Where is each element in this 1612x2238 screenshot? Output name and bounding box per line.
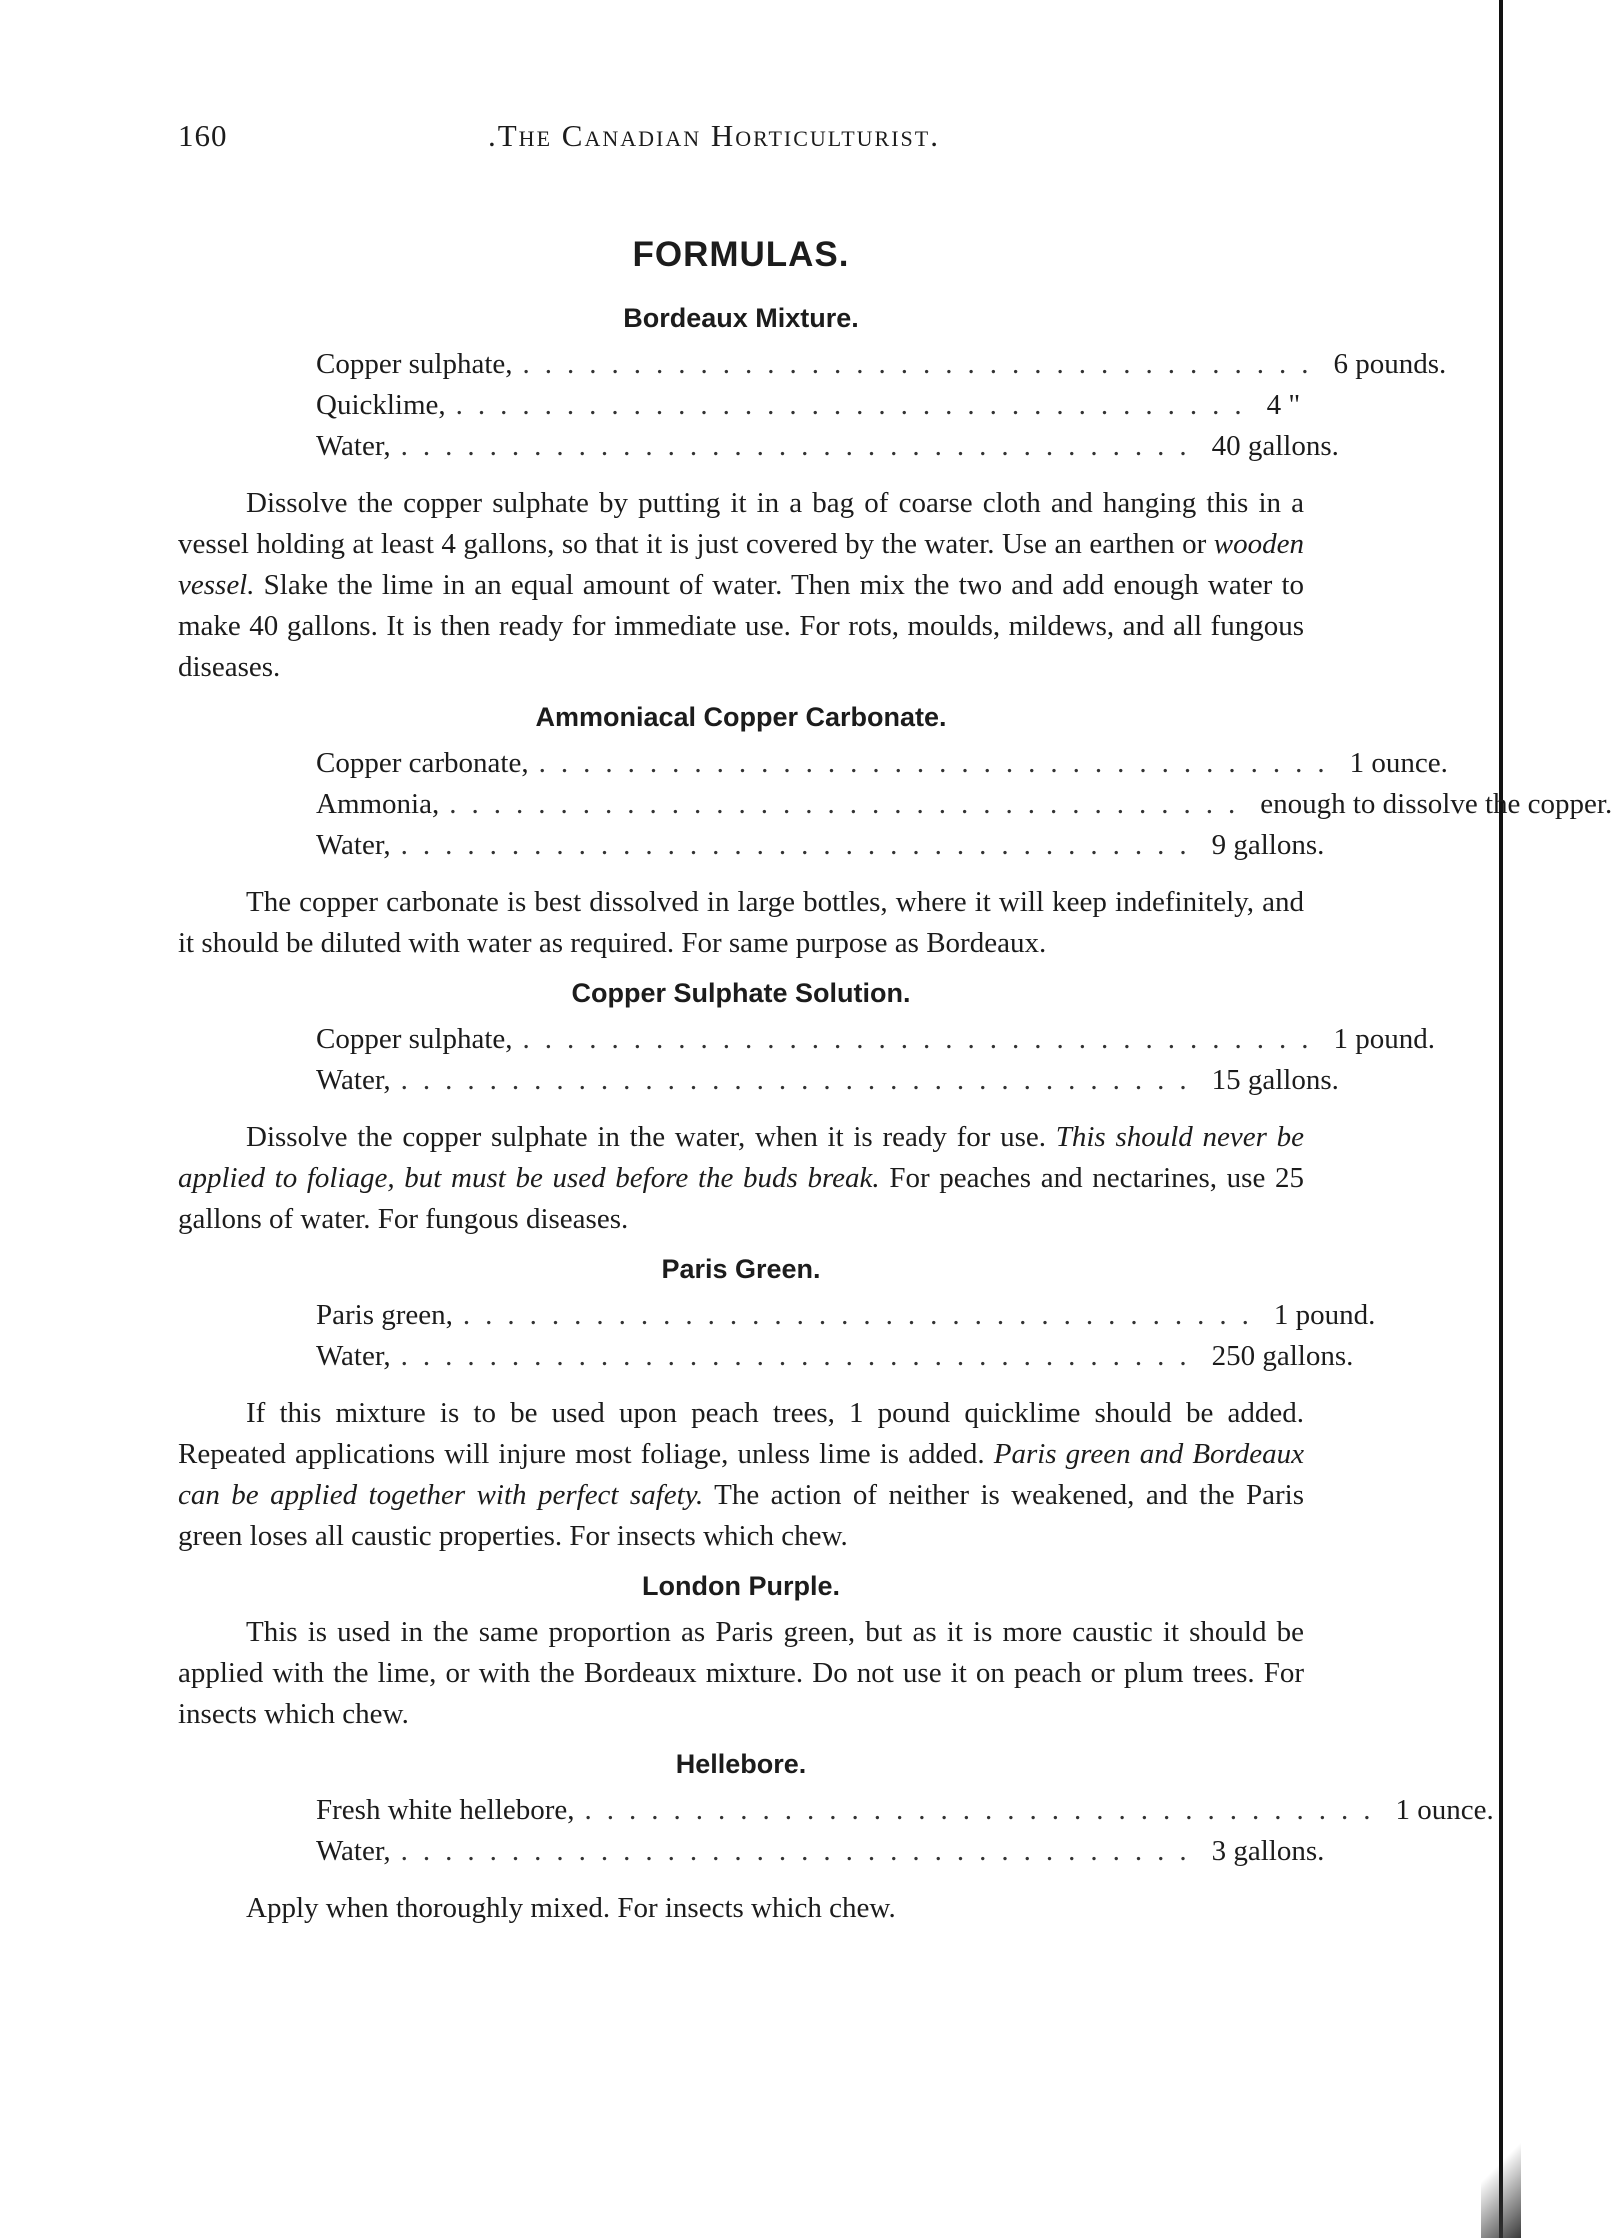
ingredient-amount: 6 pounds. [1333, 348, 1447, 380]
page-number: 160 [178, 118, 228, 153]
paragraph-emphasis: Paris green and Bordeaux can be applied together with perfect safety. [178, 1438, 1304, 1511]
ingredient-amount: 1 pound. [1333, 1023, 1436, 1055]
ingredient-row [316, 743, 1448, 784]
ingredient-name: Water, [316, 829, 391, 861]
dot-leader: .................................... [400, 430, 1202, 462]
paragraph-text: Apply when thoroughly mixed. For insects which chew. [246, 1892, 896, 1924]
ingredient-name: Water, [316, 1064, 391, 1096]
section-heading-paris-green: Paris Green. [661, 1254, 821, 1284]
ingredient-list-copper-sulphate [316, 1019, 1436, 1101]
ingredient-row [316, 1790, 1494, 1831]
paragraph-bordeaux [178, 483, 1304, 688]
ingredient-amount: 1 ounce. [1395, 1794, 1494, 1826]
main-title: FORMULAS. [632, 235, 850, 274]
ingredient-name: Water, [316, 1835, 391, 1867]
dot-leader: .................................... [522, 1023, 1324, 1055]
dot-leader: .................................... [400, 1064, 1202, 1096]
ingredient-row [316, 385, 1301, 426]
ingredient-row [316, 1060, 1339, 1101]
paragraph-text: If this mixture is to be used upon peach trees, 1 pound quicklime should be added. Repeated applications will injure most foliage, unless lime is added. [178, 1397, 1304, 1470]
ingredient-list-paris-green [316, 1295, 1376, 1377]
paragraph-ammoniacal [178, 882, 1304, 964]
paragraph-text: Slake the lime in an equal amount of water. Then mix the two and add enough water to make 40 gallons. It is then ready for immediate use. For rots, moulds, mildews, and all fungous diseases. [178, 569, 1304, 683]
ingredient-row [316, 784, 1612, 825]
ingredient-amount: 9 gallons. [1211, 829, 1325, 861]
dot-leader: .................................... [400, 1340, 1202, 1372]
ingredient-name: Copper sulphate, [316, 1023, 513, 1055]
dot-leader: .................................... [449, 788, 1251, 820]
ingredient-name: Water, [316, 430, 391, 462]
section-heading-ammoniacal: Ammoniacal Copper Carbonate. [535, 702, 947, 732]
dot-leader: .................................... [584, 1794, 1386, 1826]
ingredient-row [316, 1336, 1354, 1377]
ingredient-amount: 15 gallons. [1211, 1064, 1339, 1096]
paragraph-emphasis: This should never be applied to foliage, but must be used before the buds break. [178, 1121, 1305, 1194]
scan-page-edge [1499, 0, 1503, 2238]
ingredient-list-ammoniacal [316, 743, 1612, 866]
page-content [178, 235, 1612, 1939]
paragraph-text: The copper carbonate is best dissolved in large bottles, where it will keep indefinitely, and it should be diluted with water as required. For same purpose as Bordeaux. [178, 886, 1304, 959]
ingredient-name: Fresh white hellebore, [316, 1794, 575, 1826]
ingredient-row [316, 1831, 1325, 1872]
ingredient-row [316, 825, 1325, 866]
ingredient-list-hellebore [316, 1790, 1494, 1872]
paragraph-emphasis: wooden vessel. [178, 528, 1304, 601]
journal-title: .The Canadian Horticulturist. [488, 118, 940, 153]
section-heading-hellebore: Hellebore. [675, 1749, 807, 1779]
ingredient-name: Paris green, [316, 1299, 453, 1331]
paragraph-text: For peaches and nectarines, use 25 gallons of water. For fungous diseases. [178, 1162, 1304, 1235]
paragraph-text: The action of neither is weakened, and the Paris green loses all caustic properties. For insects which chew. [178, 1479, 1304, 1552]
dot-leader: .................................... [538, 747, 1340, 779]
dot-leader: .................................... [400, 829, 1202, 861]
ingredient-amount: enough to dissolve the copper. [1260, 788, 1612, 820]
ingredient-amount: 1 ounce. [1349, 747, 1448, 779]
scan-corner-shadow [1481, 2118, 1521, 2238]
section-heading-copper-sulphate: Copper Sulphate Solution. [571, 978, 911, 1008]
ingredient-row [316, 1295, 1376, 1336]
ingredient-row [316, 426, 1339, 467]
ingredient-row [316, 344, 1447, 385]
paragraph-text: This is used in the same proportion as Paris green, but as it is more caustic it should be applied with the lime, or with the Bordeaux mixture. Do not use it on peach or plum trees. For insects which chew. [178, 1616, 1304, 1730]
ingredient-name: Quicklime, [316, 389, 446, 421]
ingredient-row [316, 1019, 1436, 1060]
paragraph-hellebore [178, 1888, 1304, 1929]
paragraph-london-purple [178, 1612, 1304, 1735]
ingredient-name: Copper sulphate, [316, 348, 513, 380]
ingredient-amount: 250 gallons. [1211, 1340, 1354, 1372]
dot-leader: .................................... [462, 1299, 1264, 1331]
ingredient-list-bordeaux [316, 344, 1447, 467]
ingredient-name: Ammonia, [316, 788, 440, 820]
section-heading-bordeaux: Bordeaux Mixture. [623, 303, 859, 333]
dot-leader: .................................... [400, 1835, 1202, 1867]
dot-leader: .................................... [522, 348, 1324, 380]
paragraph-paris-green [178, 1393, 1304, 1557]
paragraph-text: Dissolve the copper sulphate in the water, when it is ready for use. [246, 1121, 1056, 1153]
paragraph-text: Dissolve the copper sulphate by putting it in a bag of coarse cloth and hanging this in a vessel holding at least 4 gallons, so that it is just covered by the water. Use an earthen or [178, 487, 1304, 560]
ingredient-name: Water, [316, 1340, 391, 1372]
section-heading-london-purple: London Purple. [642, 1571, 840, 1601]
ingredient-amount: 4 " [1266, 389, 1301, 421]
ingredient-amount: 1 pound. [1273, 1299, 1376, 1331]
ingredient-amount: 3 gallons. [1211, 1835, 1325, 1867]
dot-leader: .................................... [455, 389, 1257, 421]
ingredient-amount: 40 gallons. [1211, 430, 1339, 462]
paragraph-copper-sulphate [178, 1117, 1304, 1240]
ingredient-name: Copper carbonate, [316, 747, 529, 779]
